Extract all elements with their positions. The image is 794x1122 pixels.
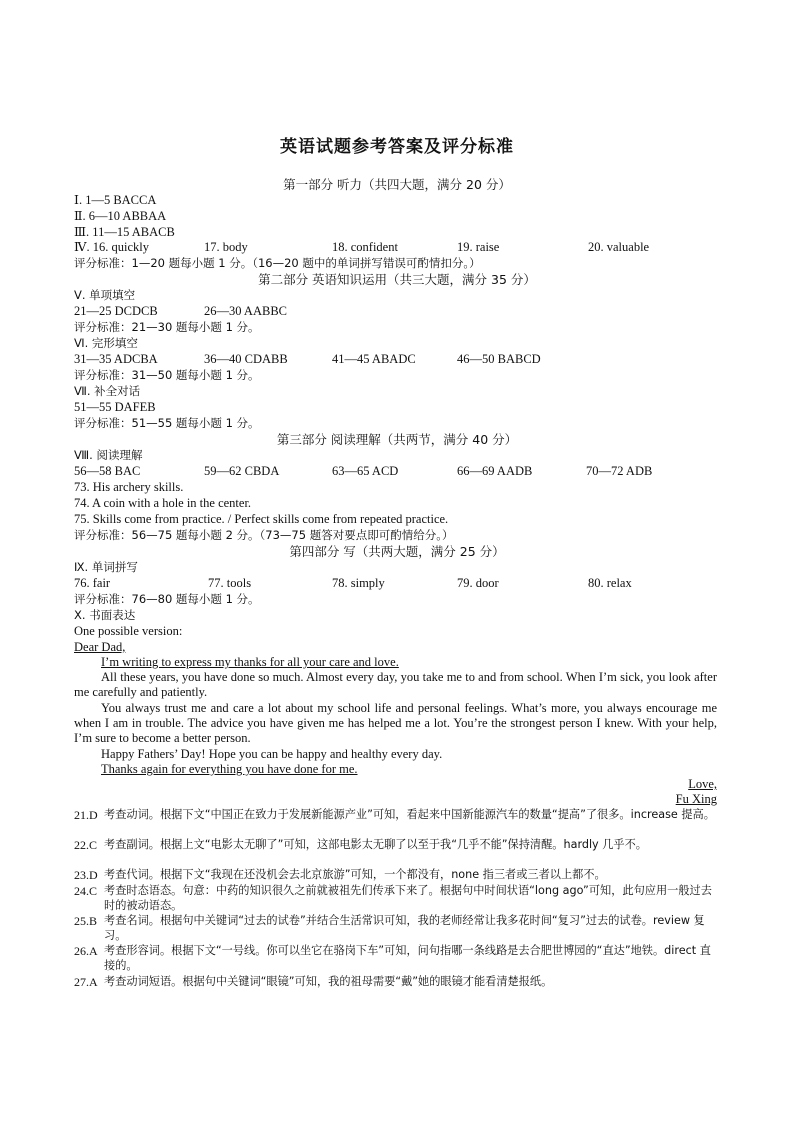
section-ix-criteria: 评分标准：76—80 题每小题 1 分。 bbox=[74, 592, 260, 606]
answer-17: 17. body bbox=[204, 240, 248, 254]
answer-26-30: 26—30 AABBC bbox=[204, 304, 288, 318]
answer-77: 77. tools bbox=[208, 576, 252, 590]
part2-heading: 第二部分 英语知识运用（共三大题，满分 35 分） bbox=[258, 272, 536, 287]
answer-66-69: 66—69 AADB bbox=[457, 464, 533, 478]
answer-70-72: 70—72 ADB bbox=[586, 464, 653, 478]
section-v-title: Ⅴ. 单项填空 bbox=[74, 288, 136, 302]
section-v-criteria: 评分标准：21—30 题每小题 1 分。 bbox=[74, 320, 260, 334]
explanation-21 bbox=[74, 808, 717, 823]
explanation-number: 25.B bbox=[74, 914, 98, 928]
part1-criteria: 评分标准：1—20 题每小题 1 分。（16—20 题中的单词拼写错误可酌情扣分。） bbox=[74, 256, 481, 270]
answer-79: 79. door bbox=[457, 576, 499, 590]
explanation-text: 考查动词。根据下文“中国正在致力于发展新能源产业”可知，看起来中国新能源汽车的数量“提高”了很多。increase 提高。 bbox=[104, 808, 715, 821]
answer-line-i: Ⅰ. 1—5 BACCA bbox=[74, 193, 157, 207]
section-vi-criteria: 评分标准：31—50 题每小题 1 分。 bbox=[74, 368, 260, 382]
explanation-text: 考查名词。根据句中关键词“过去的试卷”并结合生活常识可知，我的老师经常让我多花时间“复习”过去的试卷。review 复习。 bbox=[104, 914, 705, 942]
part3-heading: 第三部分 阅读理解（共两节，满分 40 分） bbox=[276, 432, 518, 447]
answer-20: 20. valuable bbox=[588, 240, 650, 254]
section-vii-criteria: 评分标准：51—55 题每小题 1 分。 bbox=[74, 416, 260, 430]
explanation-26 bbox=[74, 944, 717, 973]
section-viii-title: Ⅷ. 阅读理解 bbox=[74, 448, 143, 462]
explanation-number: 23.D bbox=[74, 868, 98, 882]
answer-18: 18. confident bbox=[332, 240, 398, 254]
answer-73: 73. His archery skills. bbox=[74, 480, 184, 494]
letter-paragraph-3: You always trust me and care a lot about my school life and personal feelings. What’s more, you always encourage me when I am in trouble. The advice you have given me has helped me a lot. You’re the strongest person I knew. With your help, I’m sure to become a better person. bbox=[74, 701, 717, 746]
part3-criteria: 评分标准：56—75 题每小题 2 分。（73—75 题答对要点即可酌情给分。） bbox=[74, 528, 454, 542]
answer-78: 78. simply bbox=[332, 576, 385, 590]
letter-paragraph-1: I’m writing to express my thanks for all your care and love. bbox=[101, 655, 399, 669]
explanation-text: 考查代词。根据下文“我现在还没机会去北京旅游”可知，一个都没有，none 指三者或三者以上都不。 bbox=[104, 868, 606, 881]
part1-heading: 第一部分 听力（共四大题，满分 20 分） bbox=[283, 177, 511, 192]
section-vi-title: Ⅵ. 完形填空 bbox=[74, 336, 138, 350]
answer-31-35: 31—35 ADCBA bbox=[74, 352, 158, 366]
explanation-25 bbox=[74, 914, 717, 943]
explanation-text: 考查形容词。根据下文“一号线。你可以坐它在骆岗下车”可知，问句指哪一条线路是去合肥世博园的“直达”地铁。direct 直接的。 bbox=[104, 944, 711, 972]
explanation-number: 27.A bbox=[74, 975, 98, 989]
letter-signature: Fu Xing bbox=[675, 792, 717, 806]
answer-59-62: 59—62 CBDA bbox=[204, 464, 280, 478]
explanation-24 bbox=[74, 884, 717, 913]
answer-21-25: 21—25 DCDCB bbox=[74, 304, 158, 318]
answer-line-ii: Ⅱ. 6—10 ABBAA bbox=[74, 209, 167, 223]
possible-version-label: One possible version: bbox=[74, 624, 183, 638]
explanation-27 bbox=[74, 975, 717, 990]
answer-19: 19. raise bbox=[457, 240, 500, 254]
answer-line-iii: Ⅲ. 11—15 ABACB bbox=[74, 225, 175, 239]
explanation-text: 考查动词短语。根据句中关键词“眼镜”可知，我的祖母需要“戴”她的眼镜才能看清楚报纸。 bbox=[104, 975, 553, 988]
answer-41-45: 41—45 ABADC bbox=[332, 352, 416, 366]
explanation-number: 26.A bbox=[74, 944, 98, 958]
explanation-text: 考查时态语态。句意：中药的知识很久之前就被祖先们传承下来了。根据句中时间状语“long ago”可知，此句应用一般过去时的被动语态。 bbox=[104, 884, 712, 912]
answer-36-40: 36—40 CDABB bbox=[204, 352, 288, 366]
letter-closing: Love, bbox=[688, 777, 717, 791]
explanation-number: 22.C bbox=[74, 838, 98, 852]
answer-16: Ⅳ. 16. quickly bbox=[74, 240, 149, 254]
explanation-number: 24.C bbox=[74, 884, 98, 898]
page-title: 英语试题参考答案及评分标准 bbox=[280, 137, 514, 157]
explanation-text: 考查副词。根据上文“电影太无聊了”可知，这部电影太无聊了以至于我“几乎不能”保持清醒。hardly 几乎不。 bbox=[104, 838, 647, 851]
answer-76: 76. fair bbox=[74, 576, 111, 590]
answer-63-65: 63—65 ACD bbox=[332, 464, 399, 478]
explanation-number: 21.D bbox=[74, 808, 98, 822]
letter-paragraph-4: Happy Fathers’ Day! Hope you can be happy and healthy every day. bbox=[101, 747, 443, 761]
letter-greeting: Dear Dad, bbox=[74, 640, 126, 654]
answer-74: 74. A coin with a hole in the center. bbox=[74, 496, 252, 510]
answer-51-55: 51—55 DAFEB bbox=[74, 400, 156, 414]
letter-paragraph-5: Thanks again for everything you have done for me. bbox=[101, 762, 358, 776]
part4-heading: 第四部分 写（共两大题，满分 25 分） bbox=[289, 544, 505, 559]
answer-46-50: 46—50 BABCD bbox=[457, 352, 541, 366]
answer-56-58: 56—58 BAC bbox=[74, 464, 141, 478]
explanation-22 bbox=[74, 838, 717, 853]
section-vii-title: Ⅶ. 补全对话 bbox=[74, 384, 141, 398]
section-ix-title: Ⅸ. 单词拼写 bbox=[74, 560, 138, 574]
answer-80: 80. relax bbox=[588, 576, 632, 590]
letter-paragraph-2: All these years, you have done so much. Almost every day, you take me to and from school. When I’m sick, you look after me carefully and patiently. bbox=[74, 670, 717, 700]
explanation-23 bbox=[74, 868, 717, 883]
answer-75: 75. Skills come from practice. / Perfect skills come from repeated practice. bbox=[74, 512, 449, 526]
section-x-title: Ⅹ. 书面表达 bbox=[74, 608, 136, 622]
